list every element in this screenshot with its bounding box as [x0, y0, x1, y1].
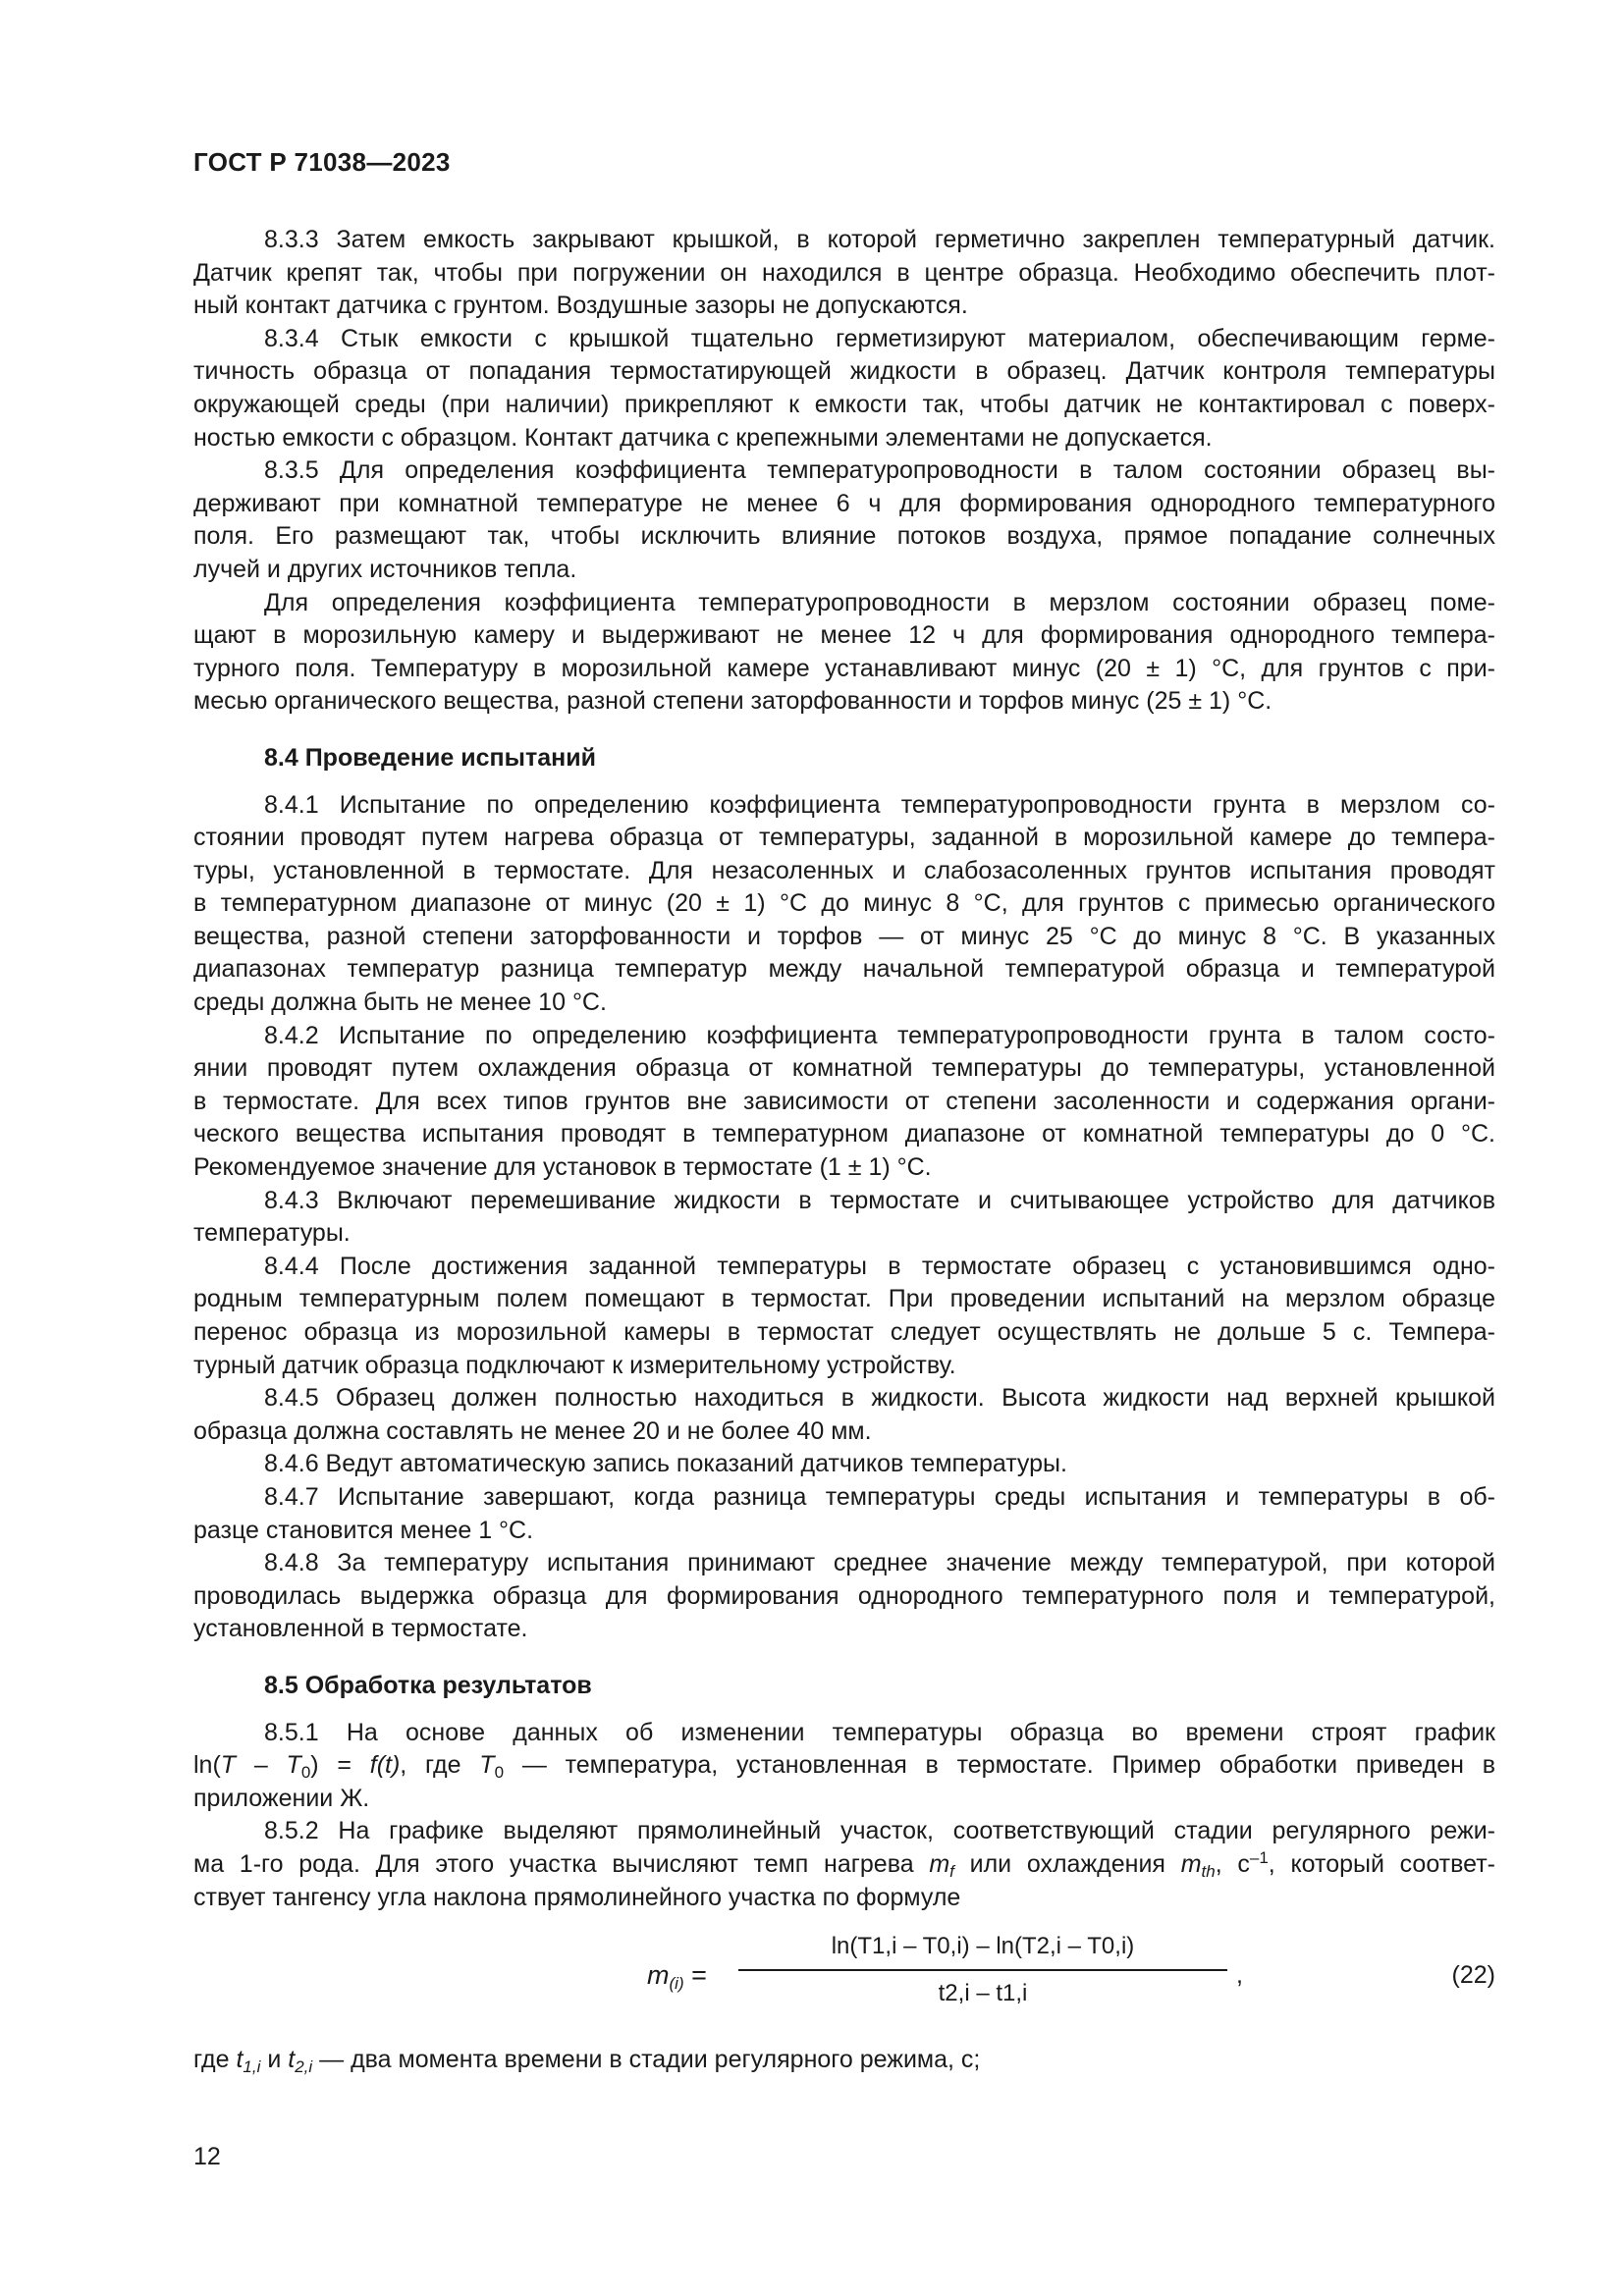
text-line-with-formula: $\ln(T - T_0) = f(t)$, где $T_0$ — температура, установленная в термостате. Пример обработки приведен в: [193, 1751, 1496, 1783]
text-line: Датчик крепят так, чтобы при погружении он находился в центре образца. Необходимо обеспечить плот-: [193, 258, 1495, 287]
section-heading: 8.4 Проведение испытаний: [264, 743, 596, 772]
text-line: 8.3.4 Стык емкости с крышкой тщательно герметизируют материалом, обеспечивающим герме-: [264, 324, 1495, 352]
text-line: 8.5.1 На основе данных об изменении температуры образца во времени строят график: [264, 1718, 1495, 1746]
text-line: держивают при комнатной температуре не менее 6 ч для формирования однородного температурного: [193, 489, 1495, 517]
page-number: 12: [193, 2143, 221, 2170]
formula-numerator: ln(T1,i – T0,i) – ln(T2,i – T0,i): [831, 1933, 1135, 1960]
text-line: перенос образца из морозильной камеры в термостат следует осуществлять не дольше 5 с. Темпера-: [193, 1318, 1495, 1346]
formula-denominator: t2,i – t1,i: [938, 1979, 1028, 2006]
text-line: температуры.: [193, 1219, 351, 1248]
text-line: 8.5.2 На графике выделяют прямолинейный участок, соответствующий стадии регулярного режи-: [264, 1817, 1495, 1845]
formula-fraction: [732, 1930, 1233, 2009]
text-line: окружающей среды (при наличии) прикрепляют к емкости так, чтобы датчик не контактировал с поверх-: [193, 390, 1495, 418]
formula-lhs: $m_{(i)}$ =: [647, 1960, 707, 1994]
text-line: вещества, разной степени заторфованности и торфов — от минус 25 °С до минус 8 °С. В указанных: [193, 922, 1495, 950]
text-line: янии проводят путем охлаждения образца от комнатной температуры до температуры, установленной: [193, 1054, 1495, 1083]
text-line: 8.3.5 Для определения коэффициента температуропроводности в талом состоянии образец вы-: [264, 456, 1495, 485]
text-line: в термостате. Для всех типов грунтов вне зависимости от степени засоленности и содержания органи-: [193, 1087, 1495, 1115]
document-header: ГОСТ Р 71038—2023: [193, 147, 451, 177]
text-line: разце становится менее 1 °С.: [193, 1516, 534, 1544]
text-line: турного поля. Температуру в морозильной камере устанавливают минус (20 ± 1) °С, для грунтов с при-: [193, 654, 1495, 682]
text-line: 8.3.3 Затем емкость закрывают крышкой, в которой герметично закреплен температурный датчик.: [264, 226, 1495, 253]
text-line: 8.4.2 Испытание по определению коэффициента температуропроводности грунта в талом состо-: [264, 1021, 1495, 1049]
text-line: ностью емкости с образцом. Контакт датчика с крепежными элементами не допускается.: [193, 423, 1213, 452]
text-line: родным температурным полем помещают в термостат. При проведении испытаний на мерзлом образце: [193, 1285, 1495, 1313]
text-line: образца должна составлять не менее 20 и не более 40 мм.: [193, 1416, 872, 1445]
text-line: туры, установленной в термостате. Для незасоленных и слабозасоленных грунтов испытания проводят: [193, 856, 1495, 884]
text-line: среды должна быть не менее 10 °С.: [193, 988, 607, 1017]
text-line: в температурном диапазоне от минус (20 ± 1) °С до минус 8 °С, для грунтов с примесью органического: [193, 889, 1495, 918]
text-line: 8.4.5 Образец должен полностью находиться в жидкости. Высота жидкости над верхней крышкой: [264, 1384, 1495, 1413]
text-line: 8.4.3 Включают перемешивание жидкости в термостате и считывающее устройство для датчиков: [264, 1186, 1495, 1214]
text-line: лучей и других источников тепла.: [193, 555, 577, 583]
formula-comma: ,: [1236, 1961, 1243, 1990]
text-line: 8.4.7 Испытание завершают, когда разница температуры среды испытания и температуры в об-: [264, 1482, 1495, 1511]
text-line: диапазонах температур разница температур между начальной температурой образца и температурой: [193, 955, 1495, 984]
text-line: 8.4.1 Испытание по определению коэффициента температуропроводности грунта в мерзлом со-: [264, 790, 1495, 819]
text-line: ствует тангенсу угла наклона прямолинейного участка по формуле: [193, 1883, 961, 1911]
text-line-with-symbols: где $t_{1,i}$ и $t_{2,i}$ — два момента времени в стадии регулярного режима, с;: [193, 2046, 981, 2077]
text-line: приложении Ж.: [193, 1784, 370, 1812]
text-line: Рекомендуемое значение для установок в термостате (1 ± 1) °С.: [193, 1153, 932, 1182]
page-content: [193, 224, 1495, 2077]
text-line-with-symbols: ма 1-го рода. Для этого участка вычисляют темп нагрева $m_f$ или охлаждения $m_{th}$, $с^{-1}$, который соответ-: [193, 1847, 1495, 1881]
text-line: установленной в термостате.: [193, 1615, 528, 1643]
formula-22: [193, 1930, 1495, 2028]
text-line: поля. Его размещают так, чтобы исключить влияние потоков воздуха, прямое попадание солнечных: [193, 522, 1495, 551]
text-line: Для определения коэффициента температуропроводности в мерзлом состоянии образец поме-: [264, 588, 1495, 616]
text-line: проводилась выдержка образца для формирования однородного температурного поля и температурой,: [193, 1581, 1495, 1610]
text-line: ческого вещества испытания проводят в температурном диапазоне от комнатной температуры до 0 °С.: [193, 1120, 1495, 1148]
section-heading: 8.5 Обработка результатов: [264, 1671, 592, 1699]
equation-number: (22): [1451, 1961, 1495, 1990]
text-line: ный контакт датчика с грунтом. Воздушные зазоры не допускаются.: [193, 292, 968, 320]
text-line: 8.4.4 После достижения заданной температуры в термостате образец с установившимся одно-: [264, 1252, 1495, 1280]
text-line: стоянии проводят путем нагрева образца от температуры, заданной в морозильной камере до темпера-: [193, 824, 1495, 852]
text-line: турный датчик образца подключают к измерительному устройству.: [193, 1351, 956, 1379]
text-line: 8.4.6 Ведут автоматическую запись показаний датчиков температуры.: [264, 1450, 1067, 1478]
text-line: 8.4.8 За температуру испытания принимают среднее значение между температурой, при которой: [264, 1549, 1495, 1577]
text-line: месью органического вещества, разной степени заторфованности и торфов минус (25 ± 1) °С.: [193, 687, 1272, 716]
text-line: тичность образца от попадания термостатирующей жидкости в образец. Датчик контроля температуры: [193, 357, 1495, 386]
text-line: щают в морозильную камеру и выдерживают не менее 12 ч для формирования однородного темпера-: [193, 621, 1495, 650]
